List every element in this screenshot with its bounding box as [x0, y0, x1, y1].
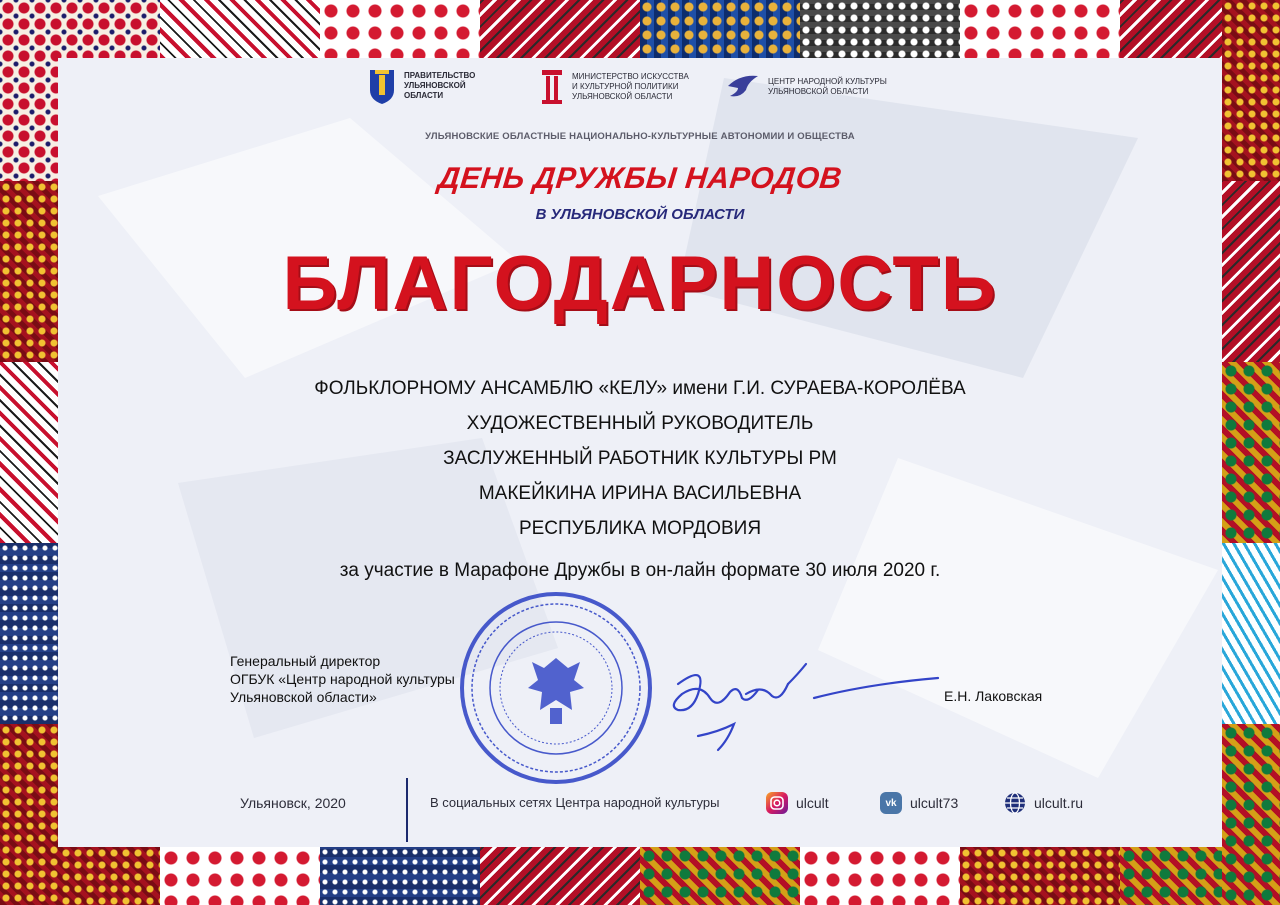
city-year: Ульяновск, 2020 [240, 795, 346, 811]
recipient-line: ХУДОЖЕСТВЕННЫЙ РУКОВОДИТЕЛЬ [466, 413, 814, 434]
signer-position-line: Ульяновской области» [230, 689, 377, 705]
bird-icon [726, 72, 760, 102]
footer-divider [406, 778, 408, 842]
social-networks-label: В социальных сетях Центра народной культуры [430, 795, 720, 810]
website-url: ulcult.ru [1034, 795, 1084, 811]
signer-position [230, 652, 455, 706]
center-logo-line-1: ЦЕНТР НАРОДНОЙ КУЛЬТУРЫ [768, 77, 887, 86]
recipient-line: МАКЕЙКИНА ИРИНА ВАСИЛЬЕВНА [478, 483, 802, 504]
ministry-logo-line-3: УЛЬЯНОВСКОЙ ОБЛАСТИ [572, 92, 673, 101]
government-logo [368, 66, 475, 106]
vk-handle: ulcult73 [910, 795, 959, 811]
ministry-logo-line-1: МИНИСТЕРСТВО ИСКУССТВА [572, 72, 689, 81]
signer-position-line: ОГБУК «Центр народной культуры [230, 671, 455, 687]
recipient-line: ЗАСЛУЖЕННЫЙ РАБОТНИК КУЛЬТУРЫ РМ [443, 448, 837, 469]
government-logo-line-3: ОБЛАСТИ [404, 91, 444, 100]
center-logo-line-2: УЛЬЯНОВСКОЙ ОБЛАСТИ [768, 87, 869, 96]
recipient-line: РЕСПУБЛИКА МОРДОВИЯ [518, 518, 762, 539]
ornament-strip-left [0, 0, 58, 905]
event-subtitle: В УЛЬЯНОВСКОЙ ОБЛАСТИ [535, 206, 745, 223]
certificate-paper [58, 58, 1222, 847]
vk-icon: vk [880, 792, 902, 814]
coat-of-arms-icon [368, 66, 396, 106]
instagram-link[interactable] [766, 792, 829, 814]
organizers-line: УЛЬЯНОВСКИЕ ОБЛАСТНЫЕ НАЦИОНАЛЬНО-КУЛЬТУРНЫЕ АВТОНОМИИ И ОБЩЕСТВА [425, 131, 855, 142]
ornament-strip-top [0, 0, 1280, 58]
ornament-strip-right [1222, 0, 1280, 905]
ministry-logo-line-2: И КУЛЬТУРНОЙ ПОЛИТИКИ [572, 82, 679, 91]
handwritten-signature [638, 654, 958, 764]
recipient-line: ФОЛЬКЛОРНОМУ АНСАМБЛЮ «КЕЛУ» имени Г.И. СУРАЕВА-КОРОЛЁВА [314, 378, 966, 399]
recipient-block [58, 371, 1222, 546]
certificate-title: БЛАГОДАРНОСТЬ [282, 241, 998, 326]
vk-link[interactable] [880, 792, 958, 814]
globe-icon [1004, 792, 1026, 814]
signer-position-line: Генеральный директор [230, 653, 381, 669]
instagram-handle: ulcult [796, 795, 829, 811]
award-reason: за участие в Марафоне Дружбы в он-лайн формате 30 июля 2020 г. [339, 560, 941, 581]
event-title: ДЕНЬ ДРУЖБЫ НАРОДОВ [436, 162, 844, 195]
signer-name: Е.Н. Лаковская [944, 688, 1043, 704]
instagram-icon [766, 792, 788, 814]
website-link[interactable] [1004, 792, 1083, 814]
official-stamp [456, 588, 656, 788]
column-icon [540, 68, 564, 106]
ornament-strip-bottom [0, 847, 1280, 905]
culture-center-logo [726, 72, 887, 102]
ministry-logo [540, 68, 689, 106]
government-logo-line-1: ПРАВИТЕЛЬСТВО [404, 71, 476, 80]
government-logo-line-2: УЛЬЯНОВСКОЙ [404, 81, 466, 90]
